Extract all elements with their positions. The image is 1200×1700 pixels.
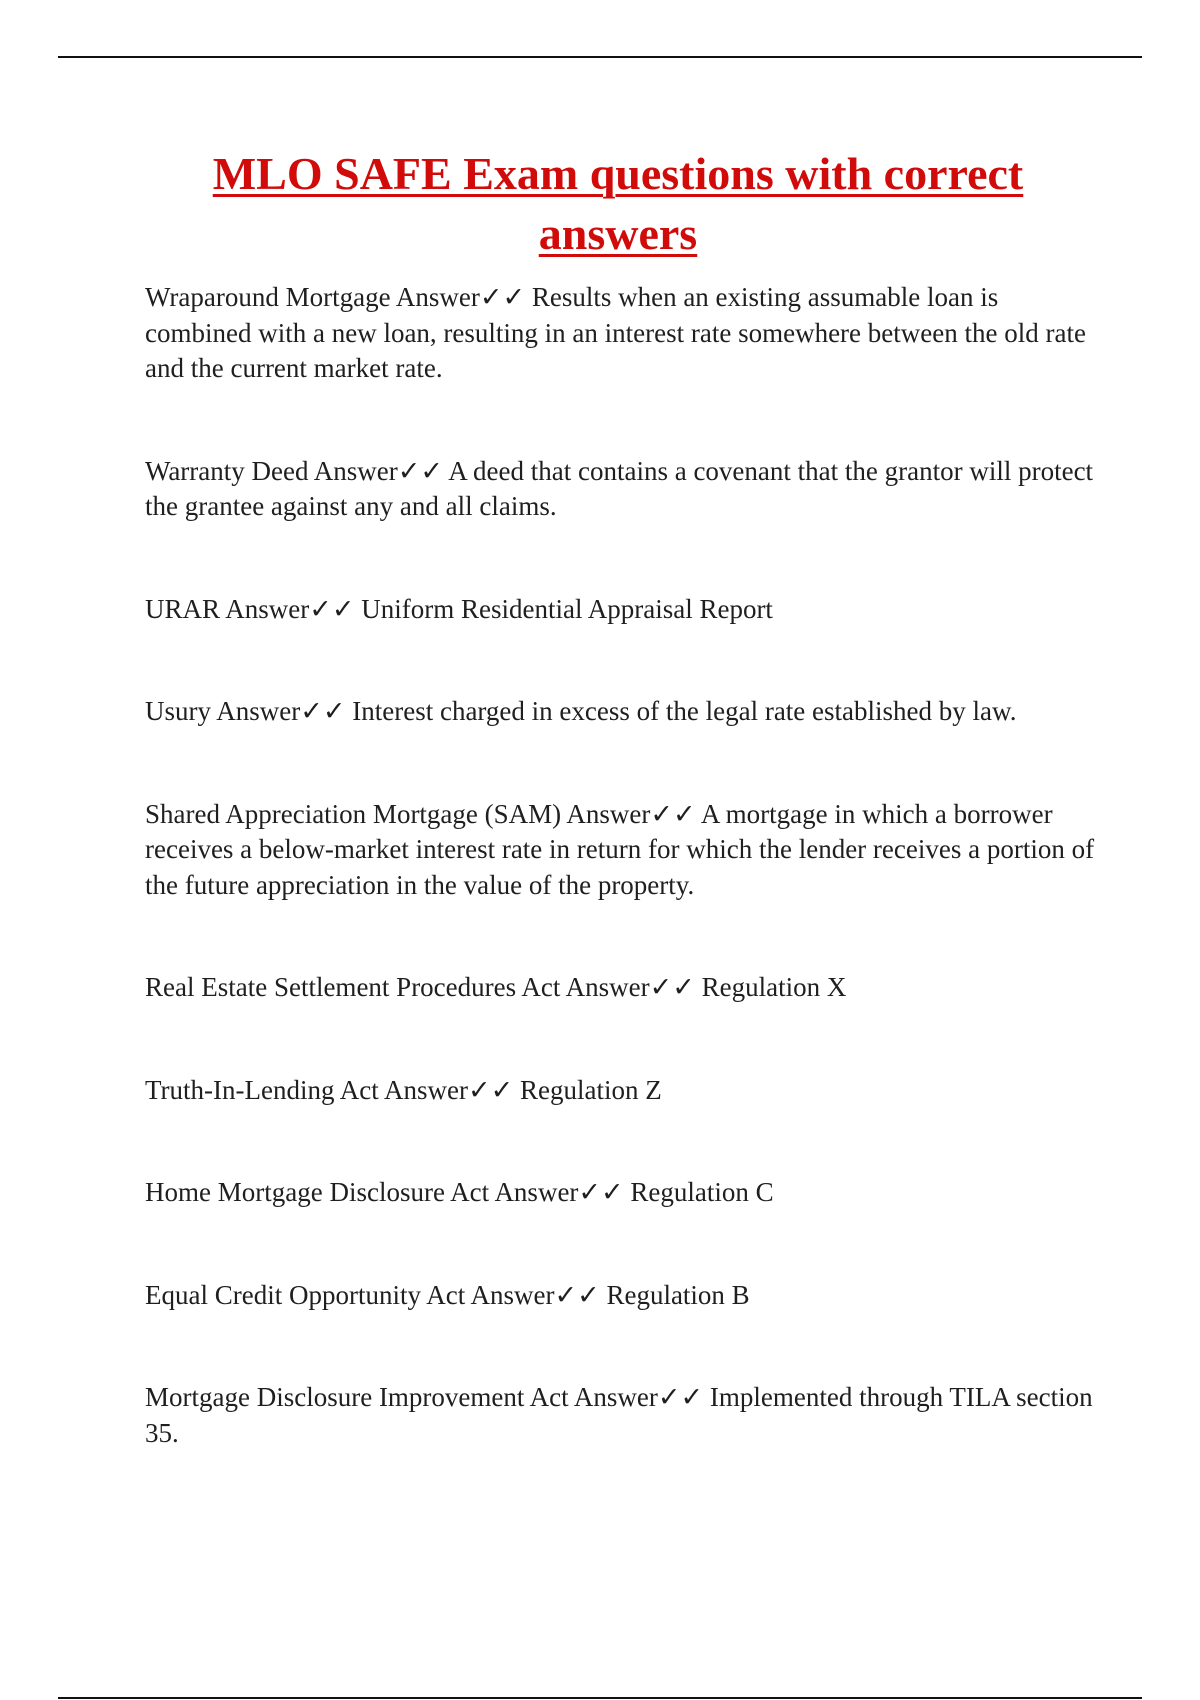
- top-rule: [58, 56, 1142, 58]
- entry-term: Shared Appreciation Mortgage (SAM): [145, 798, 562, 829]
- entry-answer: Results when an existing assumable loan is combined with a new loan, resulting in an interest rate somewhere between the old rate and the current market rate.: [145, 282, 1086, 383]
- entry-term: Wraparound Mortgage: [145, 282, 391, 312]
- entry-answer: Regulation Z: [519, 1074, 662, 1105]
- entry-term: Home Mortgage Disclosure Act: [145, 1177, 490, 1207]
- answer-marker: Answer✓✓: [216, 696, 353, 726]
- qa-list: [145, 280, 1095, 1451]
- entry-answer: A deed that contains a covenant that the grantor will protect the grantee against any and all claims.: [145, 455, 1094, 521]
- qa-entry: [145, 1175, 1095, 1211]
- qa-entry: [145, 1073, 1095, 1109]
- answer-marker: Answer✓✓: [494, 1177, 631, 1207]
- answer-marker: Answer✓✓: [313, 455, 449, 486]
- qa-entry: [145, 970, 1095, 1006]
- qa-entry: [145, 1278, 1095, 1314]
- entry-answer: A mortgage in which a borrower receives a below-market interest rate in return for which the lender receives a portion of the future appreciation in the value of the property.: [145, 798, 1095, 900]
- entry-term: Mortgage Disclosure Improvement Act: [145, 1382, 569, 1412]
- entry-term: URAR: [145, 593, 221, 624]
- qa-entry: [145, 797, 1095, 904]
- answer-marker: Answer✓✓: [470, 1279, 607, 1310]
- entry-answer: Regulation C: [630, 1177, 774, 1207]
- entry-answer: Regulation B: [606, 1279, 750, 1310]
- answer-marker: Answer✓✓: [566, 798, 701, 829]
- answer-marker: Answer✓✓: [225, 593, 362, 624]
- entry-term: Real Estate Settlement Procedures Act: [145, 972, 561, 1002]
- entry-answer: Implemented through TILA section 35.: [145, 1382, 1093, 1448]
- qa-entry: [145, 694, 1095, 730]
- answer-marker: Answer✓✓: [384, 1074, 520, 1105]
- entry-answer: Uniform Residential Appraisal Report: [361, 593, 773, 624]
- answer-marker: Answer✓✓: [565, 972, 702, 1002]
- answer-marker: Answer✓✓: [395, 282, 532, 312]
- qa-entry: [145, 454, 1095, 525]
- entry-term: Usury: [145, 696, 211, 726]
- qa-entry: [145, 280, 1095, 387]
- entry-term: Truth-In-Lending Act: [145, 1074, 379, 1105]
- entry-term: Equal Credit Opportunity Act: [145, 1279, 466, 1310]
- bottom-rule: [58, 1697, 1142, 1699]
- entry-answer: Regulation X: [701, 972, 847, 1002]
- page-title: MLO SAFE Exam questions with correct answers: [212, 148, 1024, 259]
- entry-term: Warranty Deed: [145, 455, 309, 486]
- qa-entry: [145, 1380, 1095, 1451]
- qa-entry: [145, 592, 1095, 628]
- answer-marker: Answer✓✓: [573, 1382, 710, 1412]
- entry-answer: Interest charged in excess of the legal rate established by law.: [352, 696, 1017, 726]
